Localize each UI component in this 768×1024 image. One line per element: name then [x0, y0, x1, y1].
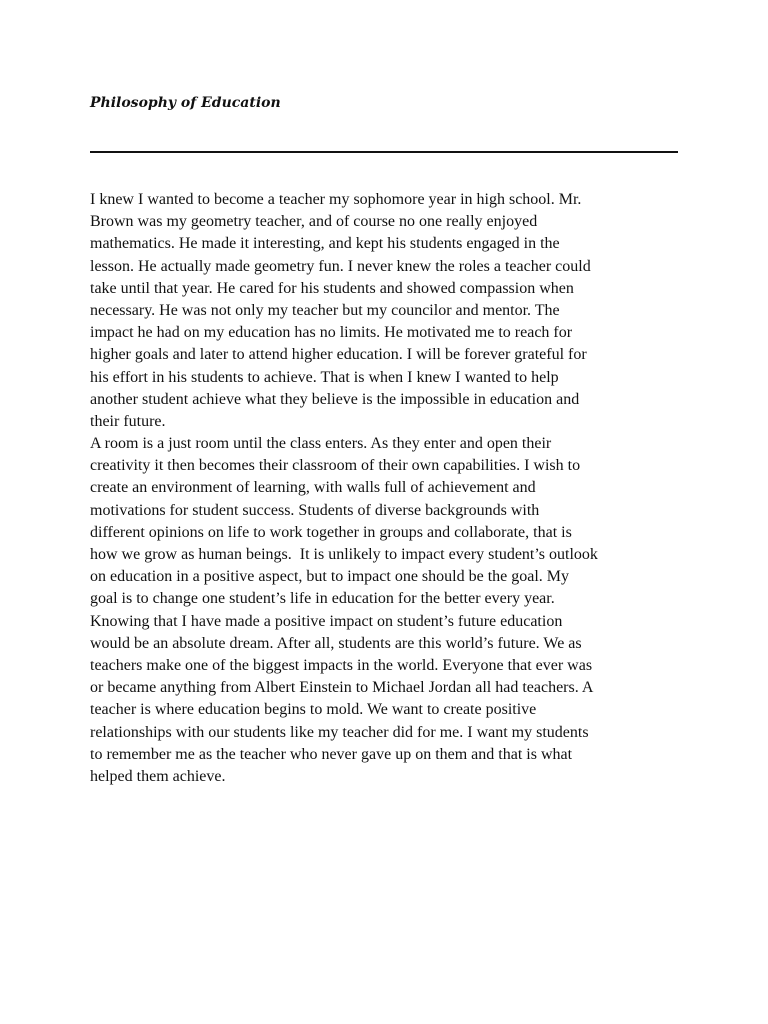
body-line: teachers make one of the biggest impacts in the world. Everyone that ever was — [90, 656, 593, 674]
body-line: take until that year. He cared for his students and showed compassion when — [90, 279, 574, 297]
body-line: motivations for student success. Students of diverse backgrounds with — [90, 501, 540, 519]
body-line: on education in a positive aspect, but to impact one should be the goal. My — [90, 568, 570, 586]
body-line: helped them achieve. — [90, 767, 226, 785]
body-line: Brown was my geometry teacher, and of course no one really enjoyed — [90, 213, 538, 231]
body-line: creativity it then becomes their classroom of their own capabilities. I wish to — [90, 457, 581, 475]
body-line: mathematics. He made it interesting, and kept his students engaged in the — [90, 235, 560, 253]
body-line: I knew I wanted to become a teacher my sophomore year in high school. Mr. — [90, 191, 582, 208]
body-line: create an environment of learning, with walls full of achievement and — [90, 479, 536, 497]
body-line: would be an absolute dream. After all, students are this world’s future. We as — [90, 634, 582, 652]
body-line: necessary. He was not only my teacher but my councilor and mentor. The — [90, 301, 560, 319]
body-line: relationships with our students like my teacher did for me. I want my students — [90, 723, 589, 741]
document-body — [90, 189, 678, 788]
body-line: another student achieve what they believe is the impossible in education and — [90, 390, 580, 408]
body-line: impact he had on my education has no limits. He motivated me to reach for — [90, 324, 573, 342]
body-line: Knowing that I have made a positive impact on student’s future education — [90, 612, 563, 630]
body-line: different opinions on life to work together in groups and collaborate, that is — [90, 523, 572, 541]
body-line: lesson. He actually made geometry fun. I never knew the roles a teacher could — [90, 257, 591, 275]
body-line: A room is a just room until the class enters. As they enter and open their — [90, 435, 552, 453]
title-divider — [90, 151, 678, 153]
document-title: Philosophy of Education — [90, 95, 281, 111]
body-line: higher goals and later to attend higher education. I will be forever grateful for — [90, 346, 587, 364]
body-line: teacher is where education begins to mold. We want to create positive — [90, 701, 537, 719]
body-line: his effort in his students to achieve. That is when I knew I wanted to help — [90, 368, 559, 386]
body-line: goal is to change one student’s life in education for the better every year. — [90, 590, 555, 608]
body-line: or became anything from Albert Einstein to Michael Jordan all had teachers. A — [90, 679, 594, 697]
body-line: to remember me as the teacher who never gave up on them and that is what — [90, 745, 573, 763]
body-line: how we grow as human beings. It is unlikely to impact every student’s outlook — [90, 546, 598, 563]
body-line: their future. — [90, 412, 166, 430]
